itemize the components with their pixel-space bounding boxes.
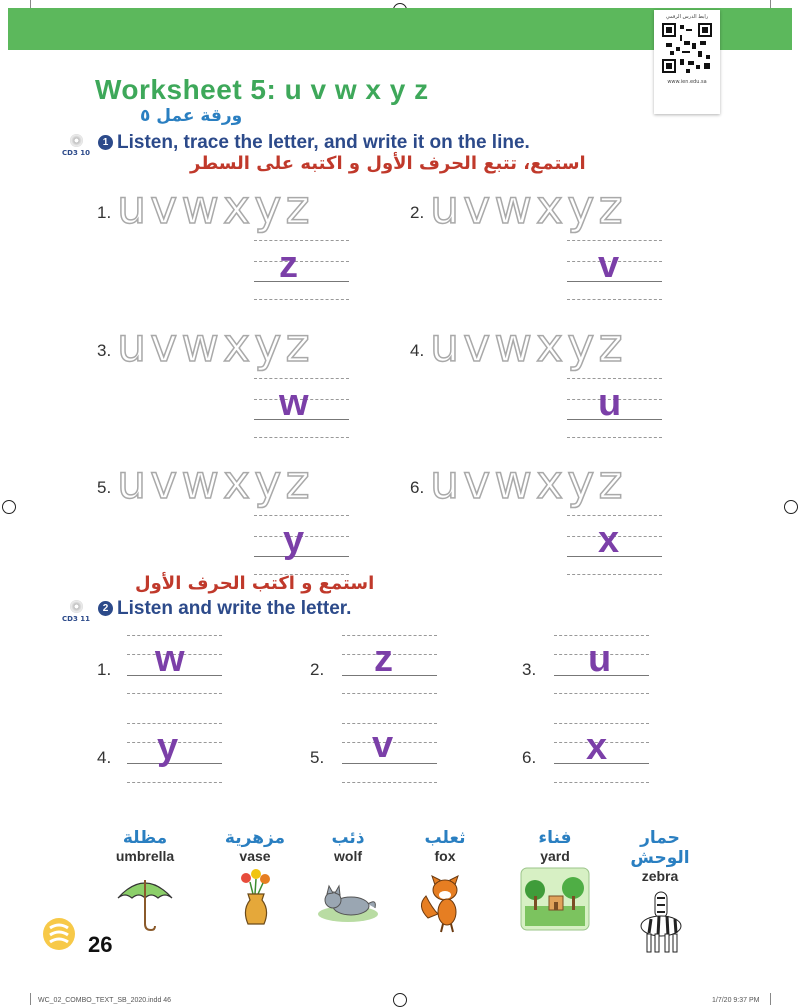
guide-line (554, 723, 649, 724)
registration-mark (2, 500, 16, 514)
write-line (254, 281, 349, 282)
item-number: 4. (97, 748, 112, 767)
qr-card[interactable] (654, 10, 720, 114)
registration-mark (784, 500, 798, 514)
picture-item-zebra (608, 828, 712, 958)
guide-line (554, 693, 649, 694)
guide-line (342, 693, 437, 694)
item-number: 2. (410, 203, 425, 222)
picture-item-yard (510, 828, 600, 936)
worksheet-title-arabic: ورقة عمل ٥ (140, 106, 243, 126)
cd-icon (70, 600, 83, 613)
trace-letters: uvwxyz (117, 455, 314, 509)
write-item (97, 630, 227, 700)
item-number: 3. (97, 341, 112, 360)
picture-label-arabic: ثعلب (424, 828, 466, 848)
picture-label: wolf (334, 848, 362, 864)
answer-letter[interactable]: u (598, 382, 622, 424)
crop-mark (770, 993, 771, 1005)
section1-instruction-text: Listen, trace the letter, and write it on the line. (117, 132, 530, 153)
trace-item (410, 318, 680, 443)
write-item (522, 630, 652, 700)
picture-label-arabic: حمار الوحش (630, 828, 690, 868)
item-number: 2. (310, 660, 325, 679)
trace-item (410, 180, 680, 305)
section1-instruction (98, 132, 530, 154)
guide-line (254, 515, 349, 516)
picture-item-fox (400, 828, 490, 936)
picture-label: yard (540, 848, 570, 864)
answer-letter[interactable]: v (372, 724, 394, 766)
guide-line (554, 782, 649, 783)
item-number: 4. (410, 341, 425, 360)
picture-label: vase (239, 848, 271, 864)
guide-line (254, 299, 349, 300)
guide-line (567, 437, 662, 438)
item-number: 1. (97, 203, 112, 222)
write-item (310, 720, 440, 790)
fox-icon (410, 866, 480, 936)
guide-line (567, 299, 662, 300)
trace-letters: uvwxyz (117, 318, 314, 372)
trace-letters: uvwxyz (117, 180, 314, 234)
item-number: 6. (522, 748, 537, 767)
answer-letter[interactable]: u (588, 638, 612, 680)
write-item (97, 720, 227, 790)
guide-line (127, 782, 222, 783)
item-number: 5. (97, 478, 112, 497)
trace-item (97, 318, 367, 443)
footer-date: 1/7/20 9:37 PM (712, 997, 760, 1004)
guide-line (342, 635, 437, 636)
guide-line (567, 240, 662, 241)
cd-icon (70, 134, 83, 147)
answer-letter[interactable]: z (279, 244, 298, 286)
item-number: 5. (310, 748, 325, 767)
answer-letter[interactable]: x (598, 519, 620, 561)
worksheet-title: Worksheet 5: u v w x y z (95, 74, 429, 105)
guide-line (127, 635, 222, 636)
write-item (522, 720, 652, 790)
answer-letter[interactable]: w (155, 638, 185, 680)
guide-line (554, 635, 649, 636)
section2-instruction-text: Listen and write the letter. (117, 598, 352, 619)
item-number: 6. (410, 478, 425, 497)
picture-label-arabic: فناء (538, 828, 572, 848)
answer-letter[interactable]: y (157, 726, 179, 768)
answer-letter[interactable]: x (586, 726, 608, 768)
qr-label: رابط الدرس الرقمي (665, 14, 709, 20)
trace-item (97, 180, 367, 305)
guide-line (254, 240, 349, 241)
cd-track-label: CD3 11 (62, 615, 90, 623)
picture-label-arabic: مزهرية (224, 828, 286, 848)
trace-letters: uvwxyz (430, 318, 627, 372)
picture-label: zebra (641, 868, 679, 884)
item-number: 3. (522, 660, 537, 679)
book-logo-icon (42, 912, 76, 952)
section2-instruction (98, 598, 351, 620)
cd-track-2[interactable] (58, 596, 94, 623)
section2-instruction-arabic: استمع و اكتب الحرف الأول (135, 573, 375, 594)
wolf-icon (313, 866, 383, 936)
write-item (310, 630, 440, 700)
zebra-icon (625, 886, 695, 958)
picture-label-arabic: مظلة (122, 828, 168, 848)
guide-line (567, 574, 662, 575)
page-number: 26 (88, 932, 113, 957)
crop-mark (30, 993, 31, 1005)
picture-label-arabic: ذئب (331, 828, 365, 848)
answer-letter[interactable]: v (598, 244, 620, 286)
picture-item-umbrella (100, 828, 190, 936)
guide-line (567, 515, 662, 516)
vase-icon (220, 866, 290, 936)
picture-item-vase (210, 828, 300, 936)
qr-url: www.ien.edu.sa (667, 79, 707, 85)
picture-label: fox (434, 848, 456, 864)
answer-letter[interactable]: w (279, 382, 309, 424)
cd-track-1[interactable] (58, 130, 94, 157)
section1-instruction-arabic: استمع، تتبع الحرف الأول و اكتبه على السطر (190, 153, 586, 174)
guide-line (254, 437, 349, 438)
trace-item (410, 455, 680, 580)
umbrella-icon (110, 866, 180, 936)
step-number-badge: 1 (98, 135, 113, 150)
guide-line (254, 378, 349, 379)
step-number-badge: 2 (98, 601, 113, 616)
yard-icon (519, 866, 591, 936)
guide-line (127, 693, 222, 694)
picture-label: umbrella (115, 848, 175, 864)
picture-item-wolf (303, 828, 393, 936)
answer-letter[interactable]: y (283, 519, 305, 561)
cd-track-label: CD3 10 (62, 149, 90, 157)
item-number: 1. (97, 660, 112, 679)
footer-filename: WC_02_COMBO_TEXT_SB_2020.indd 46 (38, 997, 172, 1004)
trace-letters: uvwxyz (430, 455, 627, 509)
guide-line (127, 723, 222, 724)
trace-letters: uvwxyz (430, 180, 627, 234)
guide-line (342, 782, 437, 783)
guide-line (567, 378, 662, 379)
guide-line (254, 261, 349, 262)
trace-item (97, 455, 367, 580)
qr-code-icon (662, 23, 712, 73)
answer-letter[interactable]: z (374, 638, 393, 680)
